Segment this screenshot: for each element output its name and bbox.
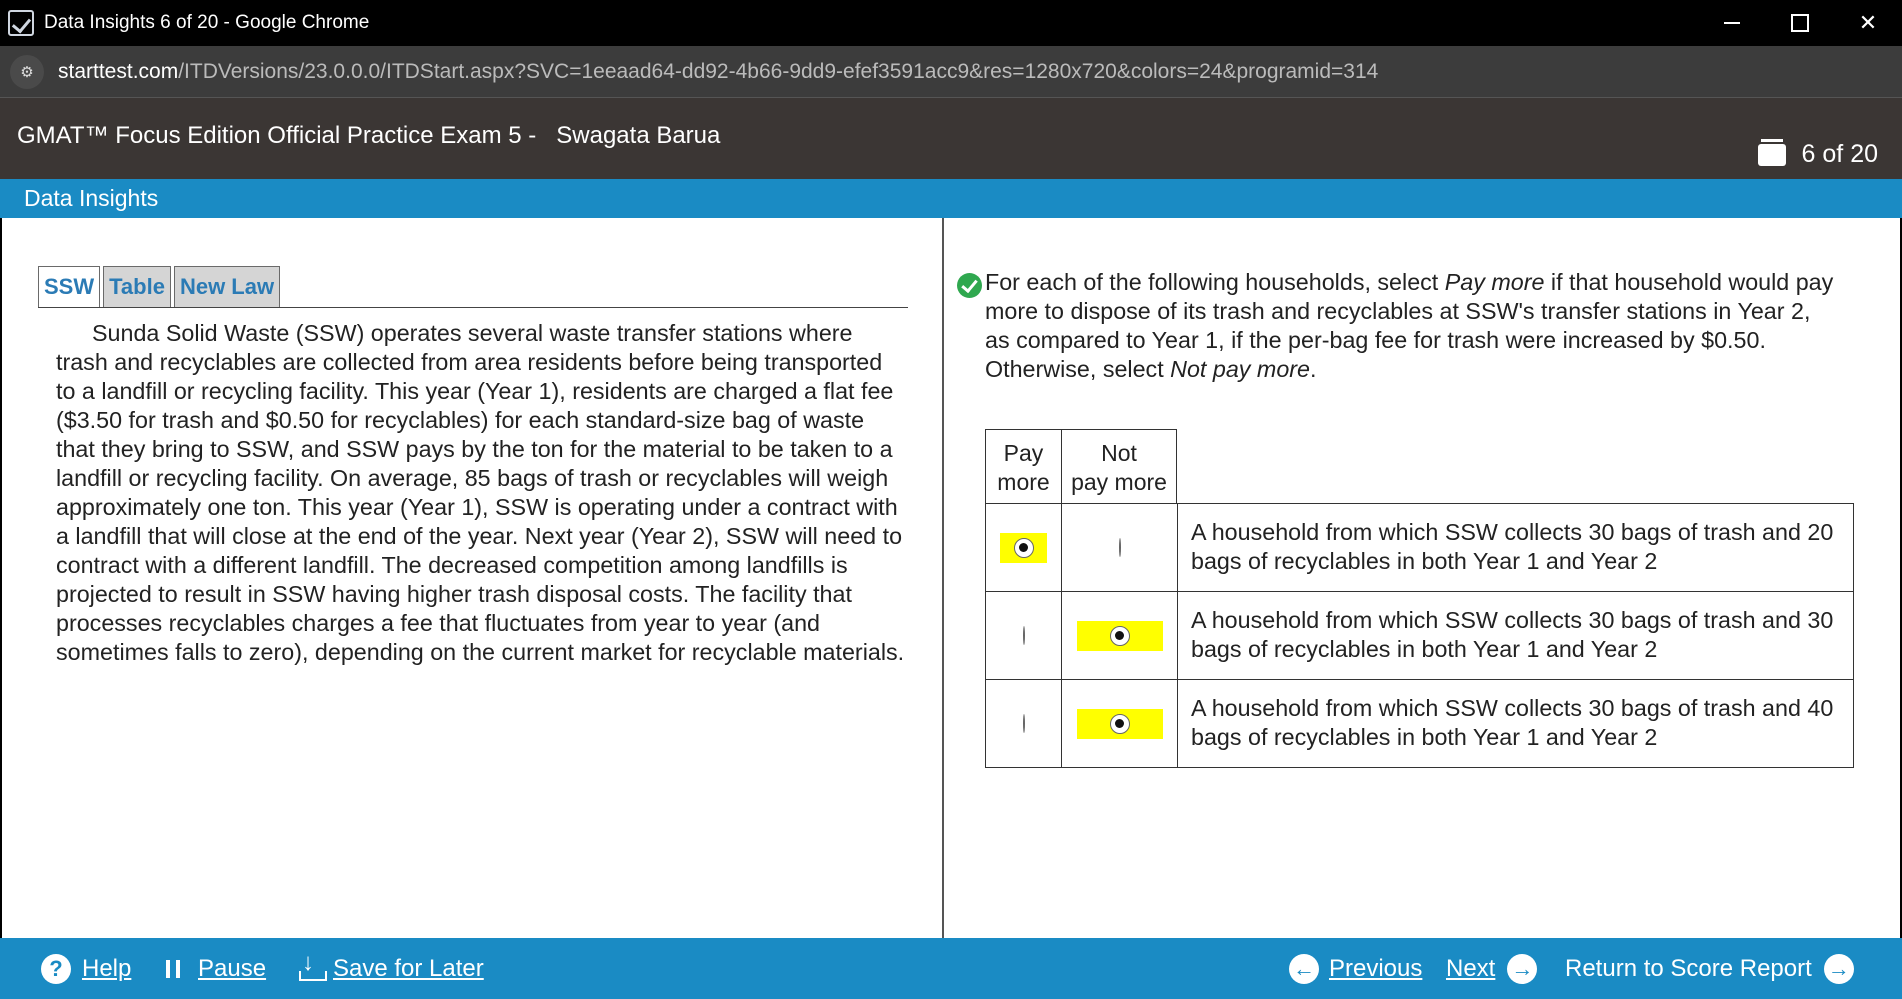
pay-more-radio[interactable]	[1014, 538, 1034, 558]
pay-more-radio[interactable]	[1023, 626, 1025, 645]
address-bar	[0, 46, 1902, 98]
question-prompt	[957, 268, 1837, 384]
question-counter-icon	[1758, 144, 1786, 166]
not-pay-more-radio[interactable]	[1110, 714, 1130, 734]
pause-icon	[166, 960, 180, 978]
help-label: Help	[82, 955, 132, 982]
pane-divider	[942, 218, 944, 938]
prompt-part-2: if that household would pay more to dispose of its trash and recyclables at SSW's transfer stations in Year 2, as compared to Year 1, if the per-bag fee for trash were increased by $0.50. Otherwise, select	[985, 269, 1834, 382]
arrow-right-icon: →	[1507, 954, 1537, 984]
column-header-not-pay-more	[1061, 429, 1177, 503]
selected-answer-highlight[interactable]	[1000, 533, 1047, 563]
pay-more-radio[interactable]	[1023, 714, 1025, 733]
row-statement: A household from which SSW collects 30 bags of trash and 20 bags of recyclables in both Year 1 and Year 2	[1191, 519, 1834, 574]
row-statement: A household from which SSW collects 30 bags of trash and 40 bags of recyclables in both Year 1 and Year 2	[1191, 695, 1834, 750]
section-title: Data Insights	[0, 179, 1902, 218]
not-pay-more-radio-wrap[interactable]	[1119, 539, 1121, 557]
browser-title-bar	[0, 0, 1902, 46]
column-header-pay-more-line1: Pay	[1003, 440, 1044, 466]
prompt-emphasis-pay-more: Pay more	[1444, 269, 1545, 295]
tab-ssw[interactable]: SSW	[38, 266, 100, 307]
answer-row	[985, 503, 1854, 592]
not-pay-more-radio[interactable]	[1119, 538, 1121, 557]
not-pay-more-cell	[1062, 592, 1178, 679]
pay-more-cell	[986, 504, 1062, 591]
not-pay-more-cell	[1062, 504, 1178, 591]
tab-new-law[interactable]: New Law	[174, 266, 280, 307]
row-statement: A household from which SSW collects 30 bags of trash and 30 bags of recyclables in both Year 1 and Year 2	[1191, 607, 1834, 662]
pause-button[interactable]	[166, 952, 266, 986]
arrow-right-icon: →	[1824, 954, 1854, 984]
window-controls	[1698, 0, 1902, 46]
column-header-not-pay-more-line2: pay more	[1071, 469, 1167, 495]
passage-text: Sunda Solid Waste (SSW) operates several waste transfer stations where trash and recyclables are collected from area residents before being transported to a landfill or recycling facility. This year (Year 1), residents are charged a flat fee ($3.50 for trash and $0.50 for recyclables) for each standard-size bag of waste that they bring to SSW, and SSW pays by the ton for the material to be taken to a landfill or recycling facility. On average, 85 bags of trash or recyclables will weigh approximately one ton. This year (Year 1), SSW is operating under a contract with a landfill that will close at the end of the year. Next year (Year 2), SSW will need to contract with a different landfill. The decreased competition among landfills is projected to result in SSW having higher trash disposal costs. The facility that processes recyclables charges a fee that fluctuates from year to year (and sometimes falls to zero), depending on the current market for recyclable materials.	[56, 320, 905, 665]
window-title: Data Insights 6 of 20 - Google Chrome	[44, 12, 370, 33]
pay-more-radio-wrap[interactable]	[1023, 627, 1025, 645]
column-header-not-pay-more-line1: Not	[1101, 440, 1137, 466]
footer-toolbar	[0, 938, 1902, 999]
app-checkmark-icon	[8, 10, 34, 36]
source-tabs	[38, 266, 283, 307]
maximize-icon[interactable]	[1766, 0, 1834, 46]
prompt-part-3: .	[1310, 356, 1317, 382]
site-info-icon[interactable]: ⚙	[10, 55, 44, 89]
exam-title: GMAT™ Focus Edition Official Practice Exam 5 - Swagata Barua	[17, 122, 721, 149]
column-header-pay-more-line2: more	[997, 469, 1050, 495]
column-header-pay-more	[985, 429, 1062, 503]
help-icon: ?	[41, 954, 71, 984]
selected-answer-highlight[interactable]	[1077, 621, 1163, 651]
url-host: starttest.com	[58, 59, 179, 83]
return-to-score-report-label: Return to Score Report	[1565, 955, 1812, 982]
arrow-left-icon: ←	[1289, 954, 1319, 984]
pause-label: Pause	[198, 955, 267, 982]
not-pay-more-cell	[1062, 680, 1178, 767]
url-field[interactable]	[58, 60, 1378, 84]
previous-label: Previous	[1329, 955, 1423, 982]
exam-header	[0, 98, 1902, 179]
url-path: /ITDVersions/23.0.0.0/ITDStart.aspx?SVC=1eeaad64-dd92-4b66-9dd9-efef3591acc9&res=1280x720&colors=24&programid=314	[178, 59, 1379, 83]
answered-check-icon	[957, 273, 982, 298]
next-button[interactable]	[1446, 952, 1537, 986]
next-label: Next	[1446, 955, 1496, 982]
pay-more-cell	[986, 592, 1062, 679]
not-pay-more-radio[interactable]	[1110, 626, 1130, 646]
answer-row	[985, 591, 1854, 680]
tab-underline	[38, 307, 908, 308]
pay-more-cell	[986, 680, 1062, 767]
pay-more-radio-wrap[interactable]	[1023, 715, 1025, 733]
prompt-emphasis-not-pay-more: Not pay more	[1170, 356, 1310, 382]
question-counter	[1758, 140, 1878, 169]
prompt-part-1: For each of the following households, select	[985, 269, 1445, 295]
help-button[interactable]	[41, 952, 131, 986]
content-area	[2, 218, 1900, 938]
tab-table[interactable]: Table	[103, 266, 171, 307]
selected-answer-highlight[interactable]	[1077, 709, 1163, 739]
return-to-score-report-button[interactable]	[1565, 952, 1854, 986]
download-icon	[297, 955, 325, 983]
previous-button[interactable]	[1289, 952, 1422, 986]
answer-row	[985, 679, 1854, 768]
minimize-icon[interactable]	[1698, 0, 1766, 46]
question-counter-text: 6 of 20	[1801, 140, 1878, 168]
close-icon[interactable]: ✕	[1858, 10, 1878, 35]
save-for-later-button[interactable]	[297, 952, 484, 986]
save-for-later-label: Save for Later	[333, 955, 484, 982]
